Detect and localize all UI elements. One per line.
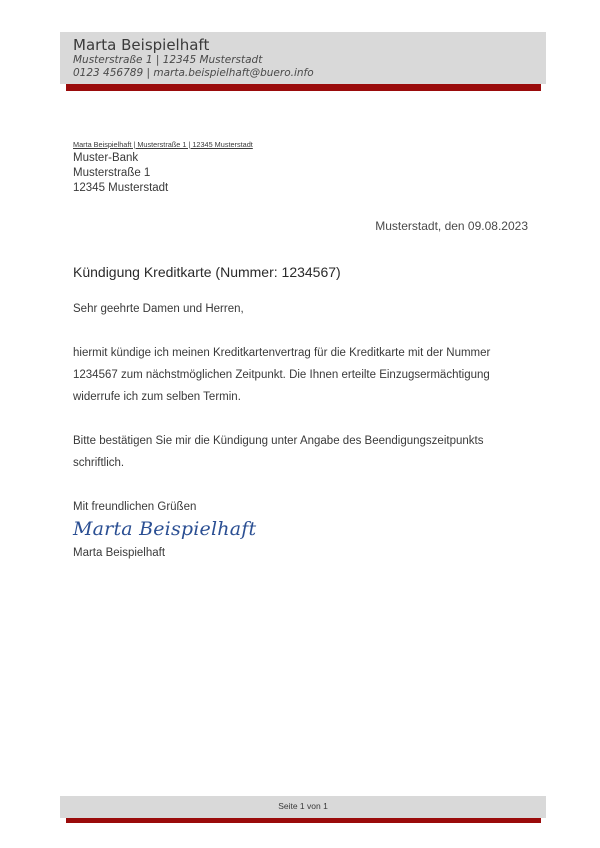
- letterhead-name: Marta Beispielhaft: [73, 36, 210, 54]
- closing-phrase: Mit freundlichen Grüßen: [73, 501, 197, 513]
- body-line: schriftlich.: [73, 457, 125, 469]
- body-paragraph: [73, 342, 543, 408]
- letterhead-address: Musterstraße 1 | 12345 Musterstadt: [73, 54, 263, 66]
- body-line: hiermit kündige ich meinen Kreditkartenvertrag für die Kreditkarte mit der Nummer: [73, 347, 491, 359]
- body-paragraph: [73, 430, 543, 474]
- handwritten-signature: Marta Beispielhaft: [73, 518, 257, 540]
- recipient-line: Musterstraße 1: [73, 167, 151, 179]
- place-date: Musterstadt, den 09.08.2023: [375, 219, 528, 233]
- body-line: Bitte bestätigen Sie mir die Kündigung unter Angabe des Beendigungszeitpunkts: [73, 435, 484, 447]
- letterhead-contact: 0123 456789 | marta.beispielhaft@buero.info: [73, 67, 314, 79]
- letterhead: [60, 32, 546, 84]
- footer-accent-rule: [66, 818, 541, 823]
- page-number: Seite 1 von 1: [278, 801, 328, 811]
- return-address-line: Marta Beispielhaft | Musterstraße 1 | 12345 Musterstadt: [73, 140, 253, 149]
- letter-subject: Kündigung Kreditkarte (Nummer: 1234567): [73, 264, 341, 280]
- recipient-line: 12345 Musterstadt: [73, 182, 169, 194]
- recipient-address: [73, 151, 168, 196]
- signer-name: Marta Beispielhaft: [73, 547, 166, 559]
- body-line: widerrufe ich zum selben Termin.: [73, 391, 241, 403]
- body-line: 1234567 zum nächstmöglichen Zeitpunkt. Die Ihnen erteilte Einzugsermächtigung: [73, 369, 490, 381]
- salutation: Sehr geehrte Damen und Herren,: [73, 303, 244, 315]
- page-footer: [60, 796, 546, 818]
- letterhead-accent-rule: [66, 84, 541, 91]
- recipient-line: Muster-Bank: [73, 152, 139, 164]
